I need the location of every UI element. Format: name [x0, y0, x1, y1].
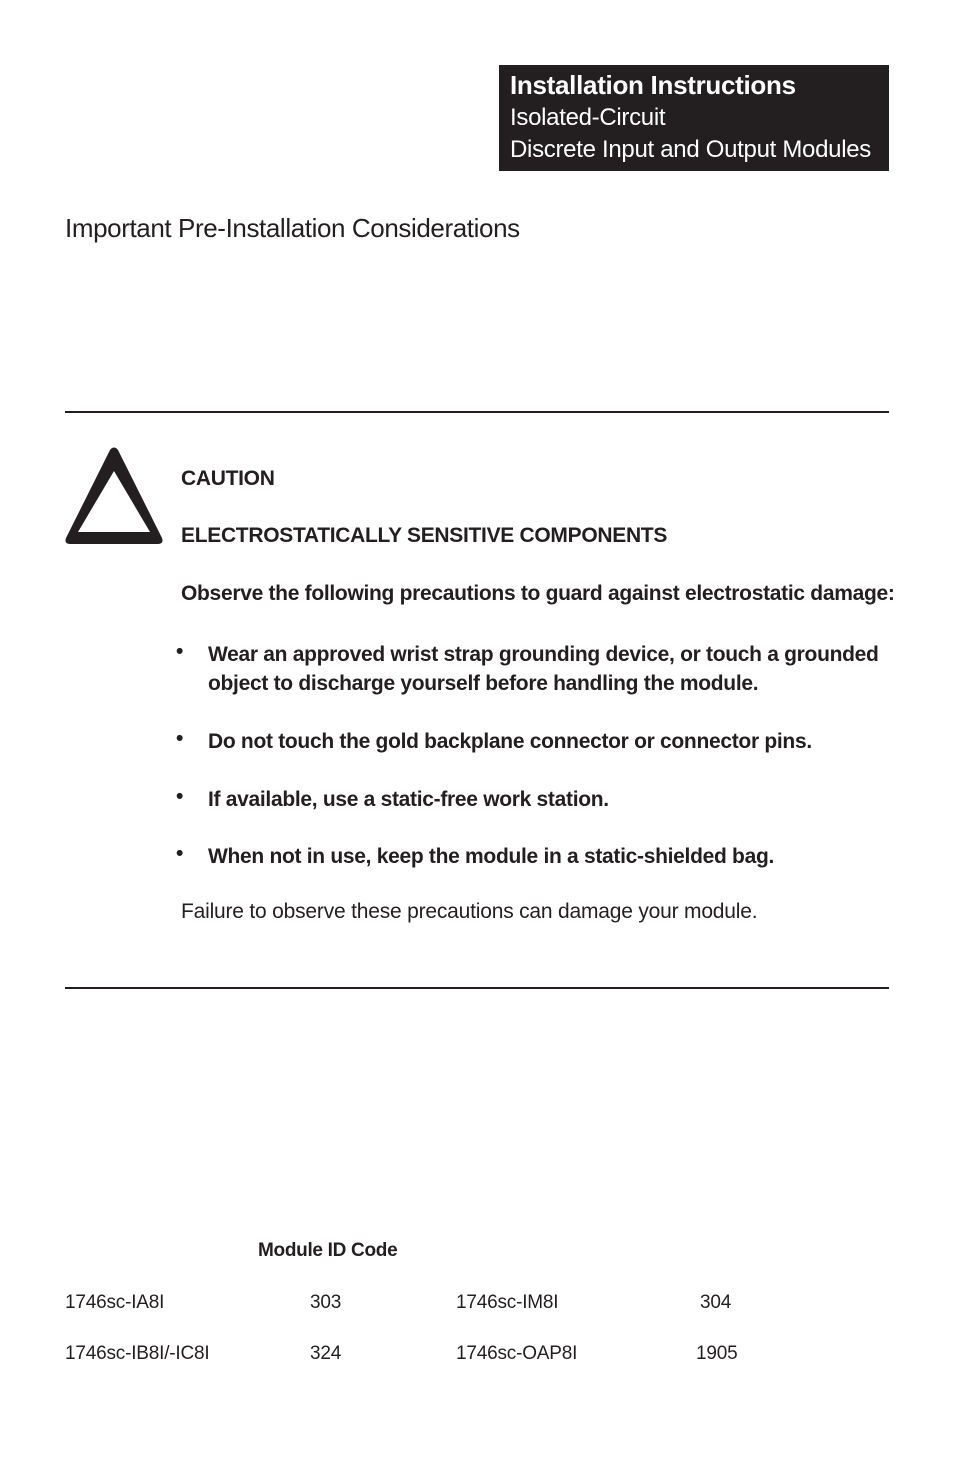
- table-cell-model: 1746sc-IB8I/-IC8I: [65, 1343, 210, 1364]
- caution-label: CAUTION: [181, 467, 275, 490]
- table-cell-model: 1746sc-IM8I: [456, 1292, 559, 1313]
- bullet-marker: •: [176, 785, 184, 808]
- title-box: [499, 65, 889, 171]
- table-cell-code: 324: [310, 1343, 342, 1364]
- precaution-item-wrist-strap: [208, 640, 879, 698]
- precaution-item-static-bag: When not in use, keep the module in a static-shielded bag.: [208, 845, 775, 868]
- table-cell-code: 304: [700, 1292, 732, 1313]
- table-cell-model: 1746sc-OAP8I: [456, 1343, 578, 1364]
- caution-bottom-divider: [65, 987, 889, 989]
- caution-intro: Observe the following precautions to guard against electrostatic damage:: [181, 582, 895, 605]
- document-subtitle-line2: Discrete Input and Output Modules: [510, 136, 871, 163]
- precaution-item-backplane: Do not touch the gold backplane connector or connector pins.: [208, 730, 812, 753]
- module-id-code-header: Module ID Code: [258, 1240, 398, 1261]
- table-cell-code: 303: [310, 1292, 342, 1313]
- warning-triangle-icon: [64, 446, 164, 548]
- caution-top-divider: [65, 411, 889, 413]
- bullet-marker: •: [176, 727, 184, 750]
- bullet-marker: •: [176, 640, 184, 663]
- bullet-marker: •: [176, 842, 184, 865]
- table-cell-code: 1905: [696, 1343, 738, 1364]
- precaution-item-work-station: If available, use a static-free work station.: [208, 788, 609, 811]
- section-heading: Important Pre-Installation Considerations: [65, 213, 520, 243]
- caution-footer: Failure to observe these precautions can damage your module.: [181, 900, 758, 923]
- precaution-line: object to discharge yourself before handling the module.: [208, 672, 759, 695]
- caution-subject: ELECTROSTATICALLY SENSITIVE COMPONENTS: [181, 524, 668, 547]
- document-title: Installation Instructions: [510, 70, 796, 100]
- document-subtitle-line1: Isolated-Circuit: [510, 104, 666, 131]
- table-cell-model: 1746sc-IA8I: [65, 1292, 165, 1313]
- precaution-line: Wear an approved wrist strap grounding device, or touch a grounded: [208, 643, 879, 666]
